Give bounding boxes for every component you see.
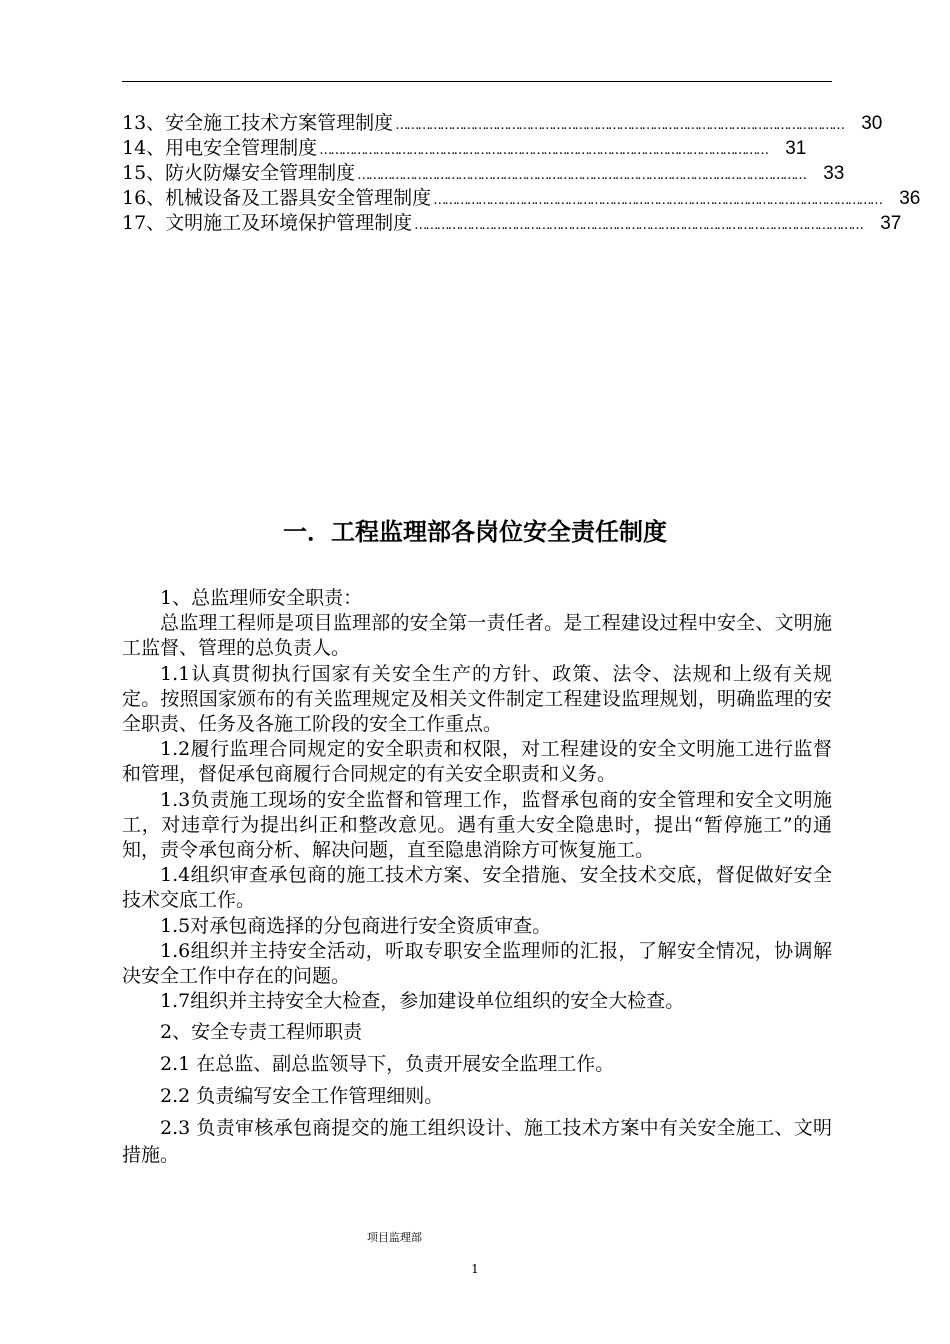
paragraph: 1.4组织审查承包商的施工技术方案、安全措施、安全技术交底，督促做好安全技术交底工作。 — [122, 864, 832, 912]
toc-entry-page: 36 — [899, 188, 921, 209]
toc-leader-dots: ………………………………………………………………………………………………………… — [433, 193, 882, 208]
page-number: 1 — [471, 1262, 479, 1276]
toc-entry-title: 15、防火防爆安全管理制度 — [122, 162, 356, 184]
paragraph: 1.7组织并主持安全大检查，参加建设单位组织的安全大检查。 — [160, 990, 685, 1013]
toc-leader-dots: ………………………………………………………………………………………………………… — [319, 143, 768, 158]
toc-entry[interactable] — [122, 211, 902, 236]
paragraph: 1.2履行监理合同规定的安全职责和权限，对工程建设的安全文明施工进行监督和管理，督促承包商履行合同规定的有关安全职责和义务。 — [122, 738, 832, 786]
paragraph: 2.1 在总监、副总监领导下，负责开展安全监理工作。 — [160, 1053, 615, 1076]
toc-leader-dots: ………………………………………………………………………………………………………… — [414, 218, 863, 233]
toc-leader-dots: ………………………………………………………………………………………………………… — [357, 168, 806, 183]
paragraph: 2.2 负责编写安全工作管理细则。 — [160, 1085, 444, 1108]
toc-entry-page: 31 — [785, 138, 807, 159]
toc-entry[interactable] — [122, 136, 807, 161]
paragraph: 2、安全专责工程师职责 — [160, 1021, 363, 1044]
paragraph: 1.5对承包商选择的分包商进行安全资质审查。 — [160, 914, 552, 937]
toc-entry-page: 30 — [861, 113, 883, 134]
paragraph: 总监理工程师是项目监理部的安全第一责任者。是工程建设过程中安全、文明施工监督、管理的总负责人。 — [122, 612, 832, 660]
toc-leader-dots: ………………………………………………………………………………………………………… — [395, 118, 844, 133]
paragraph: 1.3负责施工现场的安全监督和管理工作，监督承包商的安全管理和安全文明施工，对违章行为提出纠正和整改意见。遇有重大安全隐患时，提出“暂停施工”的通知，责令承包商分析、解决问题，直至隐患消除方可恢复施工。 — [122, 788, 832, 862]
toc-entry[interactable] — [122, 161, 845, 186]
table-of-contents — [122, 111, 921, 236]
toc-entry-title: 14、用电安全管理制度 — [122, 137, 318, 159]
section-heading: 一．工程监理部各岗位安全责任制度 — [283, 518, 667, 546]
document-body — [122, 586, 832, 1169]
toc-entry-page: 37 — [880, 213, 902, 234]
paragraph: 1、总监理师安全职责： — [160, 587, 363, 609]
footer-label: 项目监理部 — [367, 1231, 422, 1244]
paragraph: 2.3 负责审核承包商提交的施工组织设计、施工技术方案中有关安全施工、文明措施。 — [122, 1117, 832, 1167]
toc-entry-title: 16、机械设备及工器具安全管理制度 — [122, 187, 432, 209]
toc-entry-title: 13、安全施工技术方案管理制度 — [122, 112, 394, 134]
toc-entry[interactable] — [122, 111, 883, 136]
paragraph: 1.6组织并主持安全活动，听取专职安全监理师的汇报，了解安全情况，协调解决安全工作中存在的问题。 — [122, 939, 832, 988]
toc-entry-page: 33 — [823, 163, 845, 184]
toc-entry-title: 17、文明施工及环境保护管理制度 — [122, 212, 413, 234]
header-rule — [122, 81, 832, 82]
paragraph: 1.1认真贯彻执行国家有关安全生产的方针、政策、法令、法规和上级有关规定。按照国家颁布的有关监理规定及相关文件制定工程建设监理规划，明确监理的安全职责、任务及各施工阶段的安全工作重点。 — [122, 662, 832, 736]
toc-entry[interactable] — [122, 186, 921, 211]
